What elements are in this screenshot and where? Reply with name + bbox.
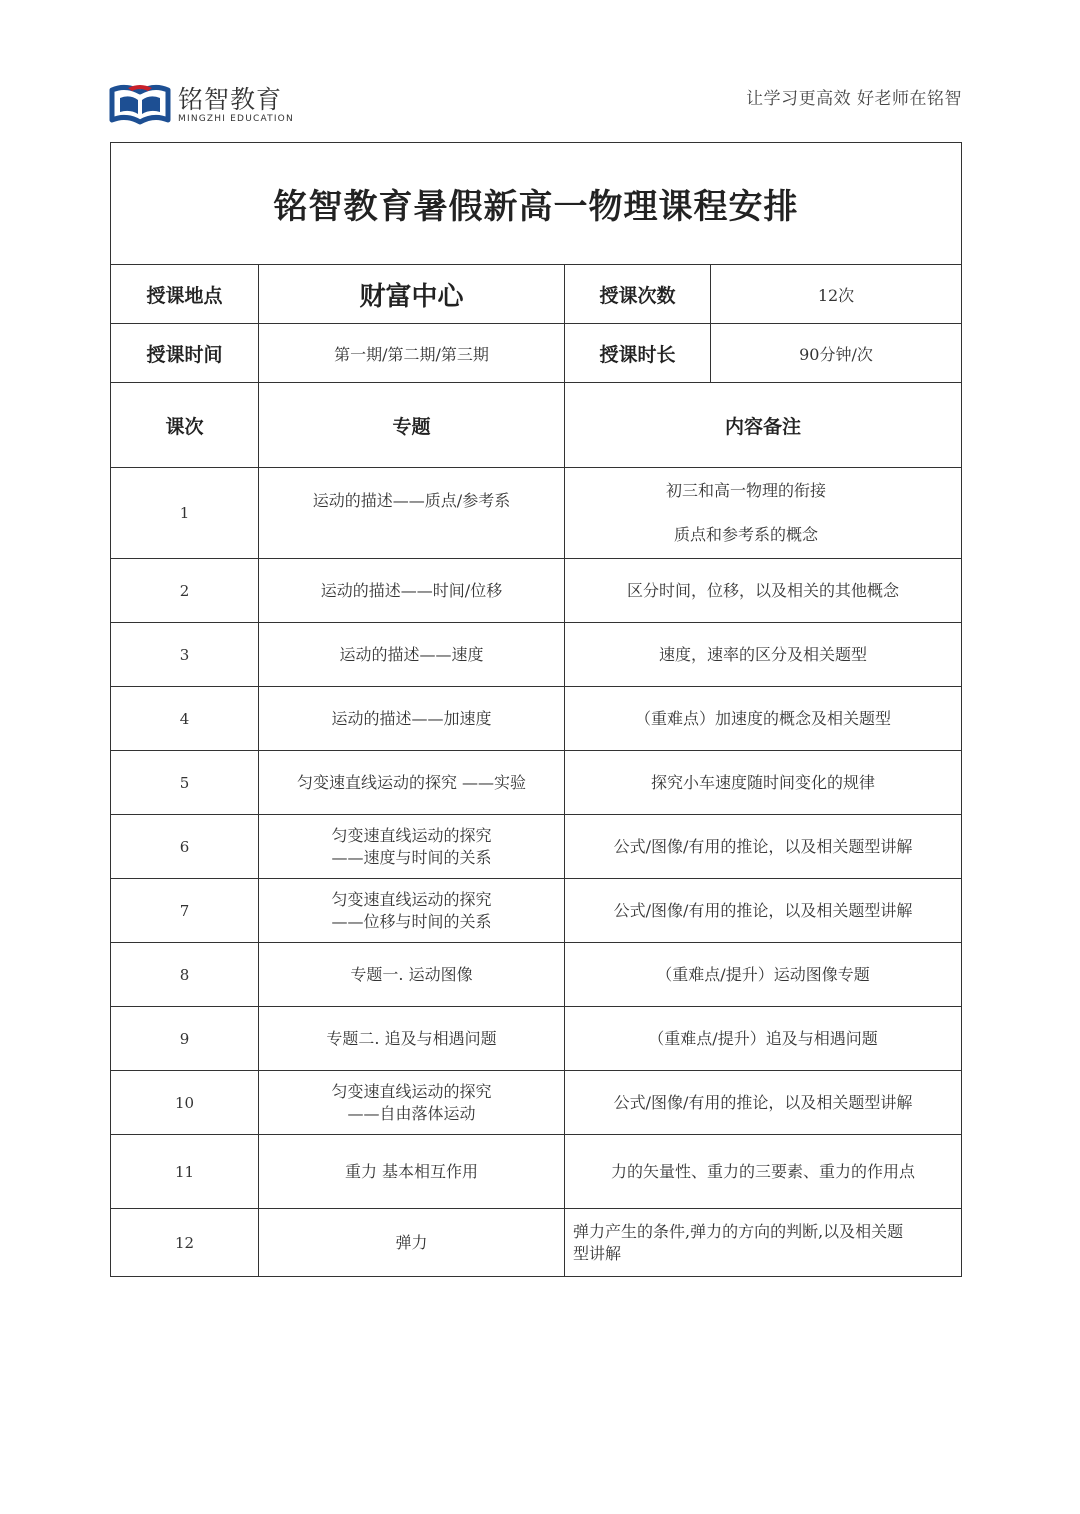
- lesson-topic-line: ——速度与时间的关系: [331, 847, 492, 867]
- brand-logo: [108, 82, 294, 128]
- duration-value: 90分钟/次: [711, 324, 962, 383]
- lesson-topic: [259, 1209, 565, 1277]
- table-row: [111, 623, 962, 687]
- lesson-notes: [565, 687, 962, 751]
- lesson-notes-line: 探究小车速度随时间变化的规律: [650, 772, 875, 792]
- lesson-topic: [259, 1007, 565, 1071]
- lesson-topic-line: 专题二. 追及与相遇问题: [326, 1028, 497, 1048]
- lesson-number: 2: [111, 559, 259, 623]
- table-row: [111, 687, 962, 751]
- lesson-number: 5: [111, 751, 259, 815]
- table-row: [111, 1071, 962, 1135]
- lesson-notes: [565, 623, 962, 687]
- open-book-logo-icon: [108, 82, 172, 128]
- time-label: 授课时间: [111, 324, 259, 383]
- lesson-topic: [259, 623, 565, 687]
- lesson-number: 11: [111, 1135, 259, 1209]
- document-title: 铭智教育暑假新高一物理课程安排: [111, 143, 962, 265]
- lesson-topic-line: 匀变速直线运动的探究: [331, 889, 492, 909]
- lesson-notes-line: 公式/图像/有用的推论，以及相关题型讲解: [613, 900, 913, 920]
- info-row-time: [111, 324, 962, 383]
- logo-text: [178, 86, 294, 125]
- lesson-notes: [565, 1209, 962, 1277]
- lesson-topic-line: 运动的描述——时间/位移: [320, 580, 503, 600]
- time-value: 第一期/第二期/第三期: [259, 324, 565, 383]
- lesson-notes-line: 质点和参考系的概念: [673, 525, 818, 544]
- lesson-number: 9: [111, 1007, 259, 1071]
- table-row: [111, 1209, 962, 1277]
- lesson-topic-line: 匀变速直线运动的探究: [331, 825, 492, 845]
- column-header-topic: 专题: [259, 383, 565, 468]
- lesson-topic-line: 运动的描述——加速度: [331, 708, 492, 728]
- table-row: [111, 1007, 962, 1071]
- lesson-notes-line: 公式/图像/有用的推论，以及相关题型讲解: [613, 836, 913, 856]
- lesson-number: 8: [111, 943, 259, 1007]
- lesson-number: 7: [111, 879, 259, 943]
- lesson-topic-line: ——自由落体运动: [347, 1103, 476, 1123]
- lesson-notes: [565, 559, 962, 623]
- count-value: 12次: [711, 265, 962, 324]
- lesson-notes: [565, 815, 962, 879]
- lesson-number: 4: [111, 687, 259, 751]
- lesson-notes-line: 速度，速率的区分及相关题型: [658, 644, 867, 664]
- title-row: [111, 143, 962, 265]
- lesson-notes-line: 型讲解: [573, 1243, 622, 1263]
- table-row: [111, 815, 962, 879]
- table-row: [111, 943, 962, 1007]
- location-value: 财富中心: [259, 265, 565, 324]
- lesson-topic-line: 专题一. 运动图像: [350, 964, 473, 984]
- table-row: [111, 559, 962, 623]
- lesson-notes: [565, 943, 962, 1007]
- table-row: [111, 751, 962, 815]
- lesson-notes-line: （重难点）加速度的概念及相关题型: [634, 708, 891, 728]
- lesson-notes: [565, 468, 962, 559]
- course-schedule-table: [110, 142, 962, 1277]
- column-header-no: 课次: [111, 383, 259, 468]
- lesson-topic: [259, 559, 565, 623]
- lesson-topic-line: 匀变速直线运动的探究 ——实验: [296, 772, 527, 792]
- lesson-notes-line: 弹力产生的条件,弹力的方向的判断,以及相关题: [573, 1221, 904, 1241]
- lesson-number: 10: [111, 1071, 259, 1135]
- slogan: 让学习更高效 好老师在铭智: [746, 89, 962, 109]
- lesson-topic-line: 运动的描述——速度: [339, 644, 484, 664]
- logo-chinese-name: 铭智教育: [178, 84, 283, 114]
- info-row-location: [111, 265, 962, 324]
- lesson-topic: [259, 815, 565, 879]
- lesson-topic-line: 弹力: [395, 1232, 428, 1252]
- column-header-row: [111, 383, 962, 468]
- lesson-notes-line: 初三和高一物理的衔接: [665, 481, 826, 500]
- lesson-notes-line: （重难点/提升）追及与相遇问题: [648, 1028, 878, 1048]
- page-header: [0, 0, 1080, 140]
- lesson-topic: [259, 1071, 565, 1135]
- lesson-notes: [565, 1135, 962, 1209]
- logo-english-name: MINGZHI EDUCATION: [178, 113, 294, 124]
- table-row: [111, 468, 962, 559]
- lesson-notes-line: 力的矢量性、重力的三要素、重力的作用点: [610, 1161, 915, 1181]
- lesson-topic-line: ——位移与时间的关系: [331, 911, 492, 931]
- lesson-topic: [259, 751, 565, 815]
- lesson-topic: [259, 943, 565, 1007]
- lesson-notes-line: 区分时间，位移，以及相关的其他概念: [626, 580, 899, 600]
- column-header-notes: 内容备注: [565, 383, 962, 468]
- lesson-notes: [565, 1071, 962, 1135]
- lesson-notes-line: （重难点/提升）运动图像专题: [656, 964, 870, 984]
- lesson-notes-line: 公式/图像/有用的推论，以及相关题型讲解: [613, 1092, 913, 1112]
- lesson-topic-line: 重力 基本相互作用: [344, 1161, 479, 1181]
- lesson-topic: [259, 1135, 565, 1209]
- location-label: 授课地点: [111, 265, 259, 324]
- lesson-topic-line: 匀变速直线运动的探究: [331, 1081, 492, 1101]
- lesson-topic-line: 运动的描述——质点/参考系: [312, 491, 511, 510]
- table-row: [111, 879, 962, 943]
- lesson-number: 6: [111, 815, 259, 879]
- lesson-number: 1: [111, 468, 259, 559]
- lesson-topic: [259, 879, 565, 943]
- duration-label: 授课时长: [565, 324, 711, 383]
- table-row: [111, 1135, 962, 1209]
- lesson-notes: [565, 1007, 962, 1071]
- lesson-number: 3: [111, 623, 259, 687]
- count-label: 授课次数: [565, 265, 711, 324]
- lesson-notes: [565, 751, 962, 815]
- lesson-notes: [565, 879, 962, 943]
- lesson-number: 12: [111, 1209, 259, 1277]
- lesson-topic: [259, 468, 565, 559]
- lesson-topic: [259, 687, 565, 751]
